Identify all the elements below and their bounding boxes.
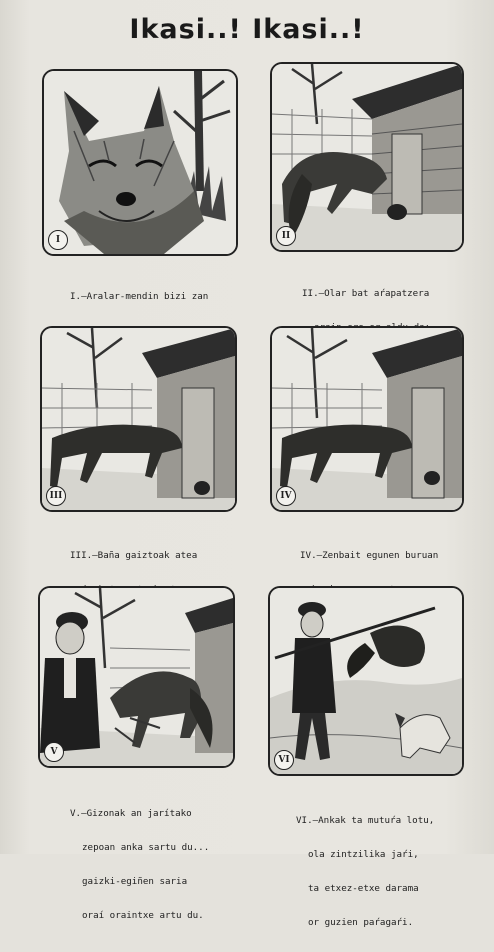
panel-5-number: V [44,742,64,762]
panel-6-number: VI [274,750,294,770]
comic-panel-2 [270,62,464,252]
panel-5-illustration [40,588,233,766]
caption-4-line-1: IV.—Zenbait egunen buruan [300,549,439,561]
caption-5-line-3: gaizki-egiñen saria [82,876,188,888]
caption-5 [70,785,209,945]
comic-panel-4 [270,326,464,512]
panel-2-number: II [276,226,296,246]
panel-1-number: I [48,230,68,250]
caption-6-line-4: or guzien paŕagaŕi. [308,917,414,929]
panel-1-illustration [44,71,236,254]
panel-4-number: IV [276,486,296,506]
caption-5-line-4: oraí oraintxe artu du. [82,910,204,922]
comic-panel-6 [268,586,464,776]
panel-3-illustration [42,328,235,510]
panel-6-illustration [270,588,462,774]
caption-5-line-2: zepoan anka sartu du... [82,842,210,854]
caption-2-line-1: II.—Olar bat aŕapatzera [302,287,430,299]
caption-6-line-3: ta etxez-etxe darama [308,883,419,895]
caption-6-line-1: VI.—Ankak ta mutuŕa lotu, [296,814,435,826]
comic-panel-5 [38,586,235,768]
comic-panel-3 [40,326,237,512]
comic-panel-1 [42,69,238,256]
caption-6 [296,792,434,952]
panel-4-illustration [272,328,462,510]
caption-3-line-1: III.—Baña gaiztoak atea [70,549,198,561]
page-title: Ikasi..! Ikasi..! [129,14,365,45]
panel-3-number: III [46,486,66,506]
panel-2-illustration [272,64,462,250]
caption-5-line-1: V.—Gizonak an jarítako [70,807,192,819]
caption-6-line-2: ola zintzilika jaŕi, [308,849,419,861]
caption-1-line-1: I.—Aralar-mendin bizi zan [70,290,209,302]
